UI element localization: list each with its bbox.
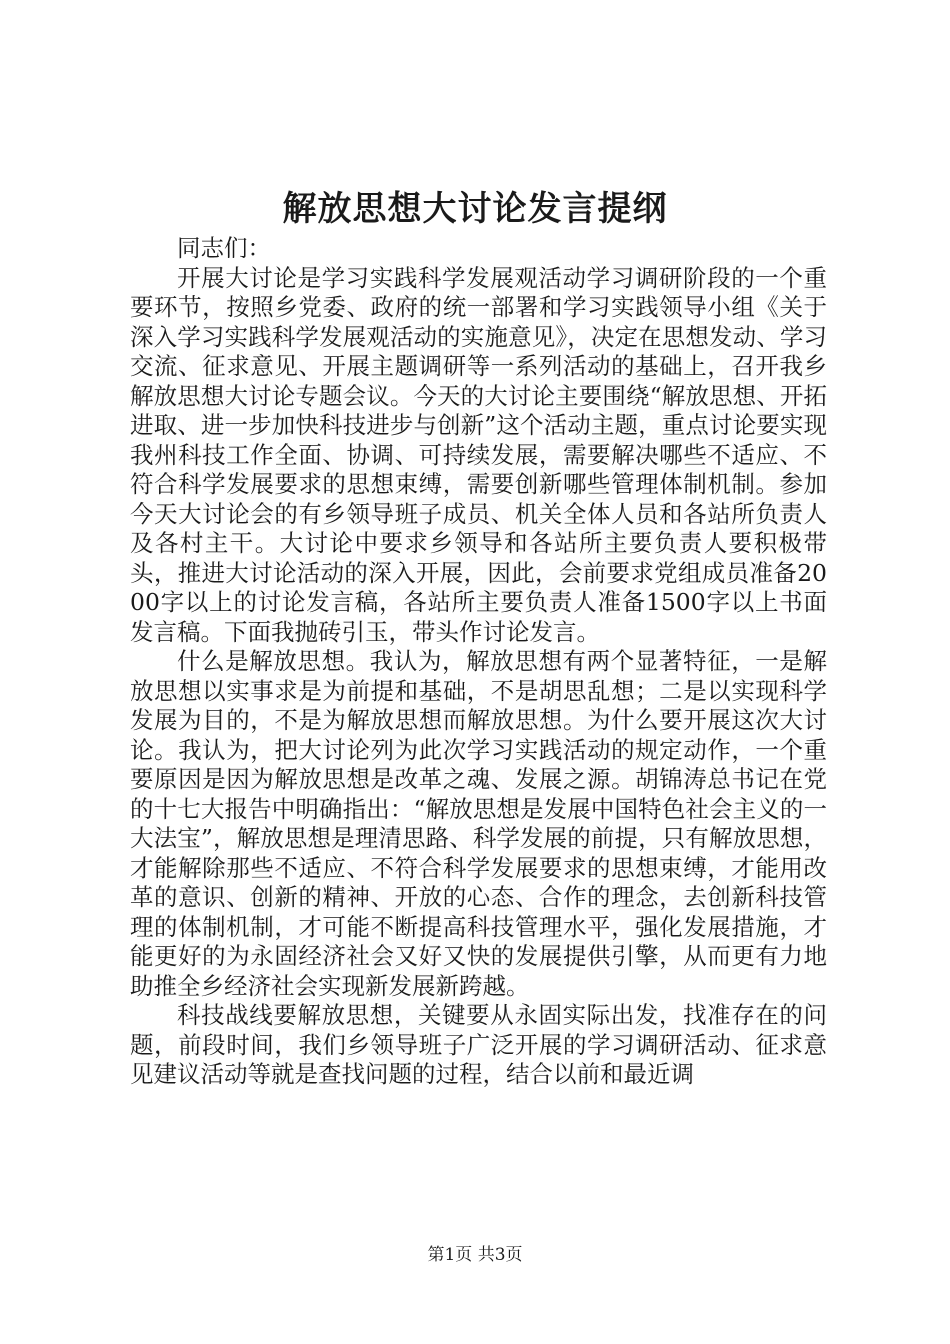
page-footer: 第1页 共3页 bbox=[427, 1245, 523, 1265]
salutation: 同志们： bbox=[177, 234, 271, 262]
paragraph: 什么是解放思想。我认为，解放思想有两个显著特征，一是解放思想以实事求是为前提和基础，不是胡思乱想；二是以实现科学发展为目的，不是为解放思想而解放思想。为什么要开展这次大讨论。我认为，把大讨论列为此次学习实践活动的规定动作，一个重要原因是因为解放思想是改革之魂、发展之源。胡锦涛总书记在党的十七大报告中明确指出：“解放思想是发展中国特色社会主义的一大法宝”，解放思想是理清思路、科学发展的前提，只有解放思想，才能解除那些不适应、不符合科学发展要求的思想束缚，才能用改革的意识、创新的精神、开放的心态、合作的理念，去创新科技管理的体制机制，才可能不断提高科技管理水平，强化发展措施，才能更好的为永固经济社会又好又快的发展提供引擎，从而更有力地助推全乡经济社会实现新发展新跨越。 bbox=[130, 647, 827, 1000]
document-title: 解放思想大讨论发言提纲 bbox=[282, 189, 668, 229]
paragraph: 开展大讨论是学习实践科学发展观活动学习调研阶段的一个重要环节，按照乡党委、政府的统一部署和学习实践领导小组《关于深入学习实践科学发展观活动的实施意见》，决定在思想发动、学习交流、征求意见、开展主题调研等一系列活动的基础上，召开我乡解放思想大讨论专题会议。今天的大讨论主要围绕“解放思想、开拓进取、进一步加快科技进步与创新”这个活动主题，重点讨论要实现我州科技工作全面、协调、可持续发展，需要解决哪些不适应、不符合科学发展要求的思想束缚，需要创新哪些管理体制机制。参加今天大讨论会的有乡领导班子成员、机关全体人员和各站所负责人及各村主干。大讨论中要求乡领导和各站所主要负责人要积极带头，推进大讨论活动的深入开展，因此，会前要求党组成员准备2000字以上的讨论发言稿，各站所主要负责人准备1500字以上书面发言稿。下面我抛砖引玉，带头作讨论发言。 bbox=[130, 263, 827, 646]
document-body bbox=[130, 234, 827, 1090]
paragraph: 科技战线要解放思想，关键要从永固实际出发，找准存在的问题，前段时间，我们乡领导班子广泛开展的学习调研活动、征求意见建议活动等就是查找问题的过程，结合以前和最近调 bbox=[130, 1001, 827, 1088]
